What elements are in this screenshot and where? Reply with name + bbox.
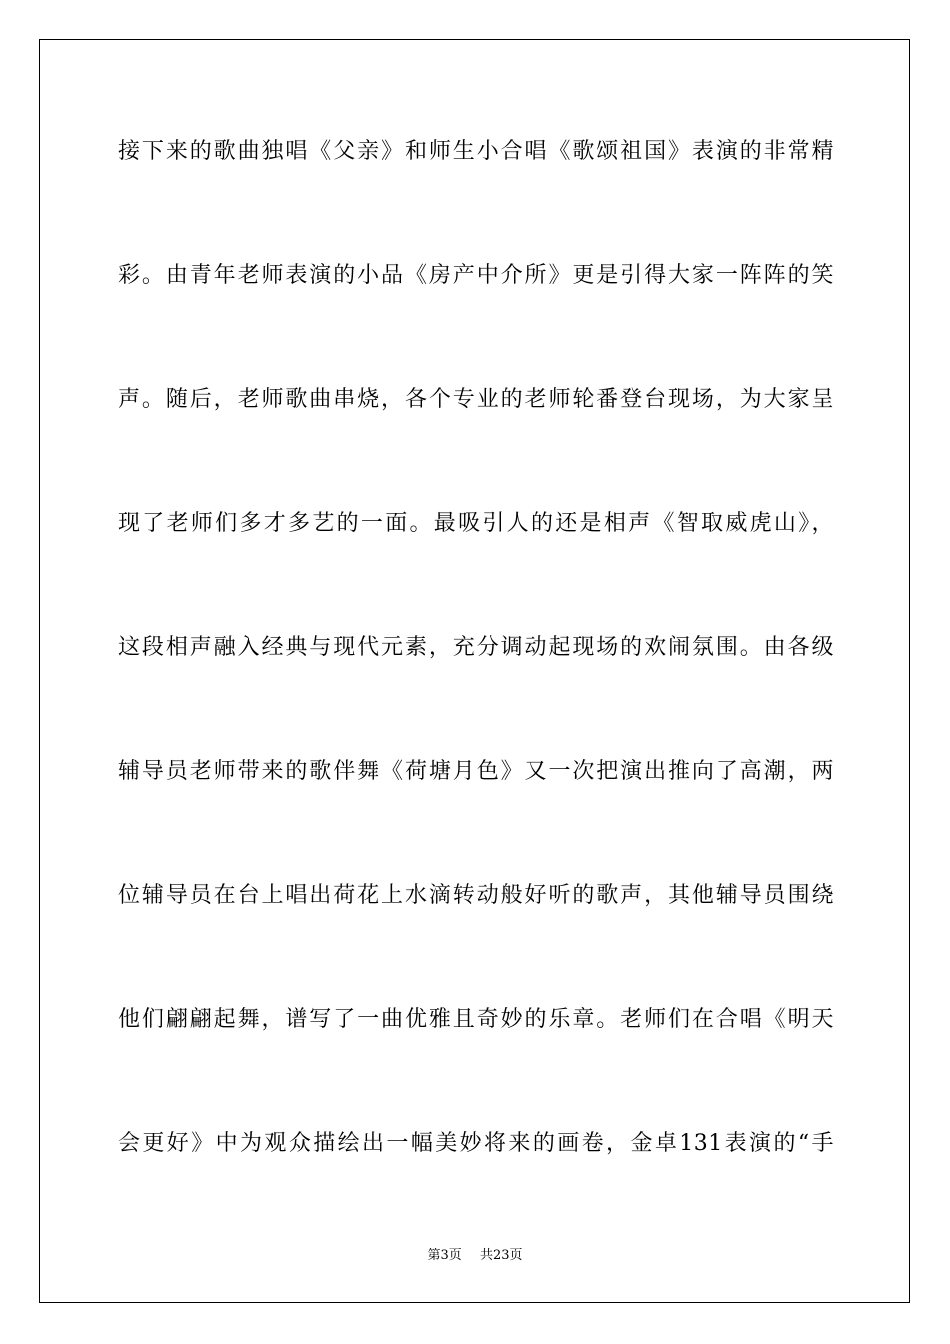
text-line-4: 现了老师们多才多艺的一面。最吸引人的还是相声《智取威虎山》， bbox=[118, 511, 834, 536]
text-line-9: 会更好》中为观众描绘出一幅美妙将来的画卷，金卓131表演的“手 bbox=[118, 1131, 834, 1156]
text-line-2: 彩。由青年老师表演的小品《房产中介所》更是引得大家一阵阵的笑 bbox=[118, 263, 834, 288]
page-number: 第3页 bbox=[427, 1248, 462, 1263]
document-body bbox=[118, 132, 834, 1248]
page-footer bbox=[0, 1247, 950, 1265]
page-total: 共23页 bbox=[479, 1248, 523, 1263]
text-line-6: 辅导员老师带来的歌伴舞《荷塘月色》又一次把演出推向了高潮，两 bbox=[118, 759, 834, 784]
text-line-5: 这段相声融入经典与现代元素，充分调动起现场的欢闹氛围。由各级 bbox=[118, 635, 834, 660]
text-line-3: 声。随后，老师歌曲串烧，各个专业的老师轮番登台现场，为大家呈 bbox=[118, 387, 834, 412]
text-line-7: 位辅导员在台上唱出荷花上水滴转动般好听的歌声，其他辅导员围绕 bbox=[118, 883, 834, 908]
text-line-1: 接下来的歌曲独唱《父亲》和师生小合唱《歌颂祖国》表演的非常精 bbox=[118, 139, 834, 164]
text-line-8: 他们翩翩起舞，谱写了一曲优雅且奇妙的乐章。老师们在合唱《明天 bbox=[118, 1007, 834, 1032]
